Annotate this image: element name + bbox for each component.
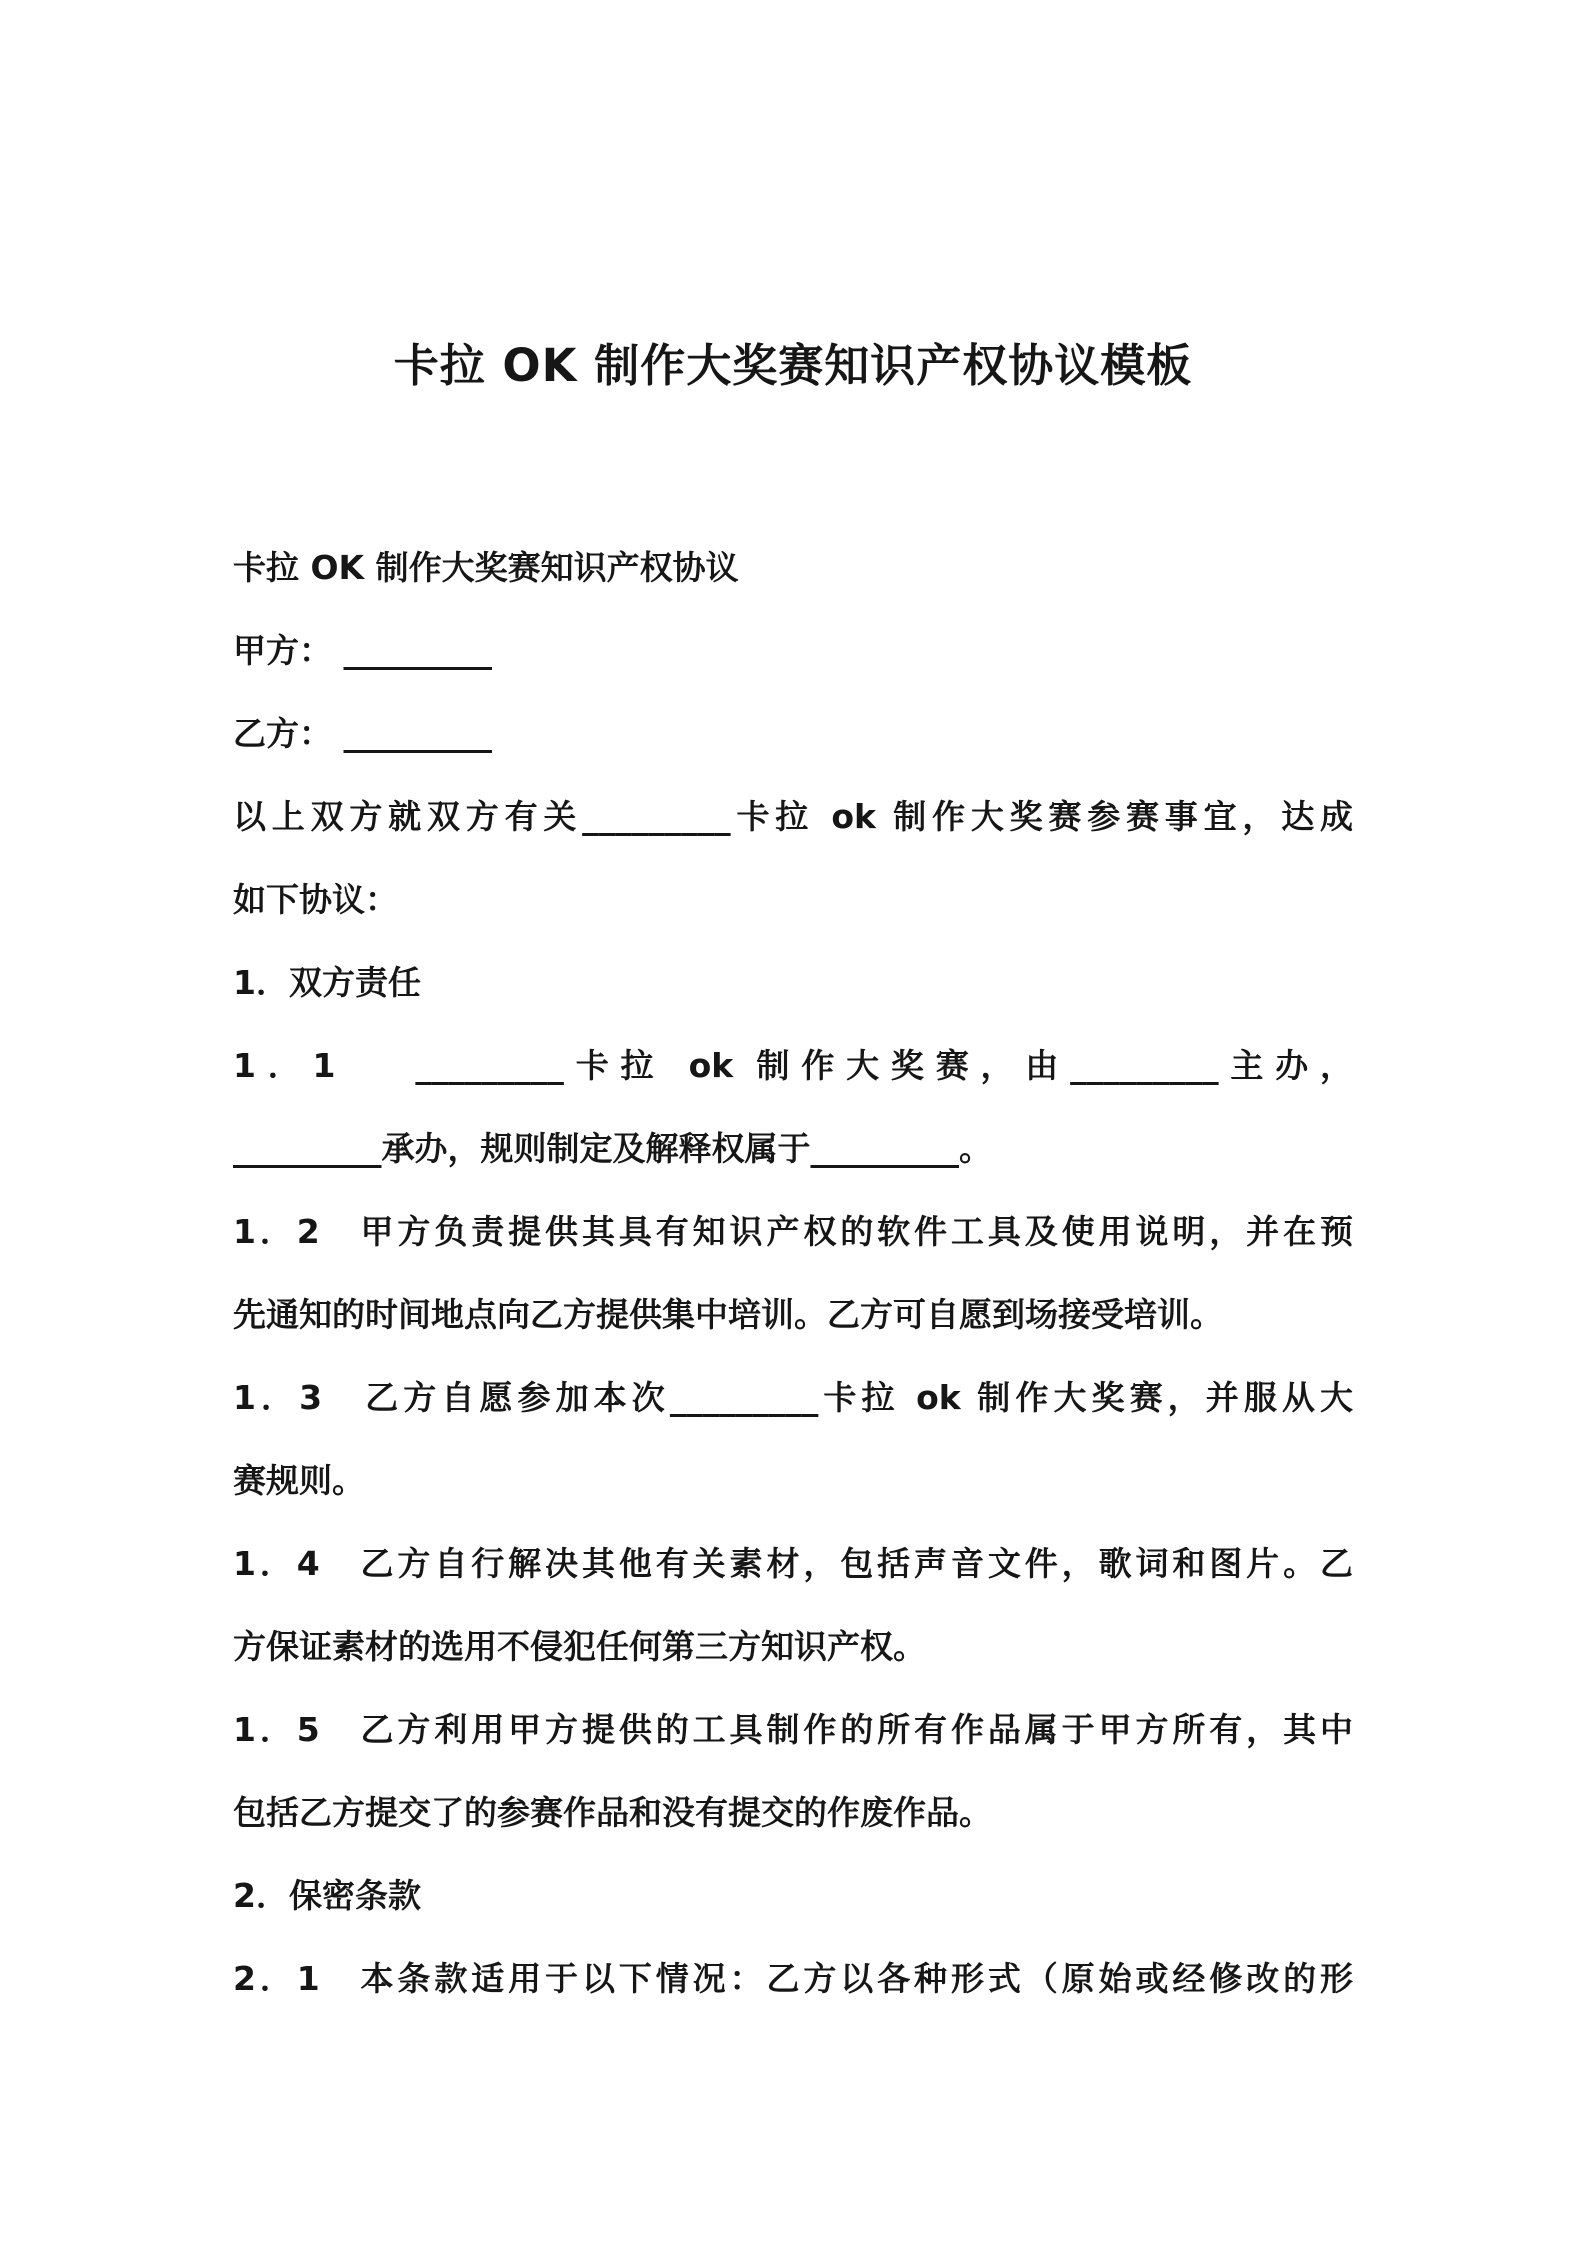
- clause-1-1: [233, 1024, 1353, 1190]
- clause-1-3-line-1: 1．3 乙方自愿参加本次_________卡拉 ok 制作大奖赛，并服从大: [233, 1378, 1353, 1417]
- preamble-line-1: 以上双方就双方有关_________卡拉 ok 制作大奖赛参赛事宜，达成: [233, 797, 1353, 836]
- clause-1-1-line-1: 1．1 _________卡拉 ok 制作大奖赛，由_________主办，: [233, 1046, 1353, 1085]
- document-body: [233, 526, 1353, 2020]
- clause-1-5: [233, 1688, 1353, 1854]
- party-a-line: 甲方： _________: [233, 631, 492, 670]
- clause-1-4-line-2: 方保证素材的选用不侵犯任何第三方知识产权。: [233, 1627, 926, 1666]
- clause-1-2-line-1: 1．2 甲方负责提供其具有知识产权的软件工具及使用说明，并在预: [233, 1212, 1353, 1251]
- paragraph-agreement-heading: [233, 526, 1353, 609]
- clause-1-5-line-2: 包括乙方提交了的参赛作品和没有提交的作废作品。: [233, 1793, 992, 1832]
- heading-section-2: [233, 1854, 1353, 1937]
- clause-1-5-line-1: 1．5 乙方利用甲方提供的工具制作的所有作品属于甲方所有，其中: [233, 1710, 1353, 1749]
- heading-section-1: [233, 941, 1353, 1024]
- section-1-heading-line: 1．双方责任: [233, 963, 421, 1002]
- clause-1-2: [233, 1190, 1353, 1356]
- section-2-heading-line: 2．保密条款: [233, 1876, 421, 1915]
- paragraph-party-a: [233, 609, 1353, 692]
- paragraph-preamble: [233, 775, 1353, 941]
- preamble-line-2: 如下协议：: [233, 880, 398, 919]
- clause-1-1-line-2: _________承办，规则制定及解释权属于_________。: [233, 1129, 992, 1168]
- clause-2-1-line-1: 2．1 本条款适用于以下情况：乙方以各种形式（原始或经修改的形: [233, 1959, 1353, 1998]
- party-b-line: 乙方： _________: [233, 714, 492, 753]
- document-title: 卡拉 OK 制作大奖赛知识产权协议模板: [393, 339, 1193, 392]
- clause-1-2-line-2: 先通知的时间地点向乙方提供集中培训。乙方可自愿到场接受培训。: [233, 1295, 1223, 1334]
- clause-1-3-line-2: 赛规则。: [233, 1461, 365, 1500]
- clause-1-4-line-1: 1．4 乙方自行解决其他有关素材，包括声音文件，歌词和图片。乙: [233, 1544, 1353, 1583]
- paragraph-party-b: [233, 692, 1353, 775]
- clause-2-1: [233, 1937, 1353, 2020]
- clause-1-4: [233, 1522, 1353, 1688]
- agreement-heading-line: 卡拉 OK 制作大奖赛知识产权协议: [233, 548, 739, 587]
- clause-1-3: [233, 1356, 1353, 1522]
